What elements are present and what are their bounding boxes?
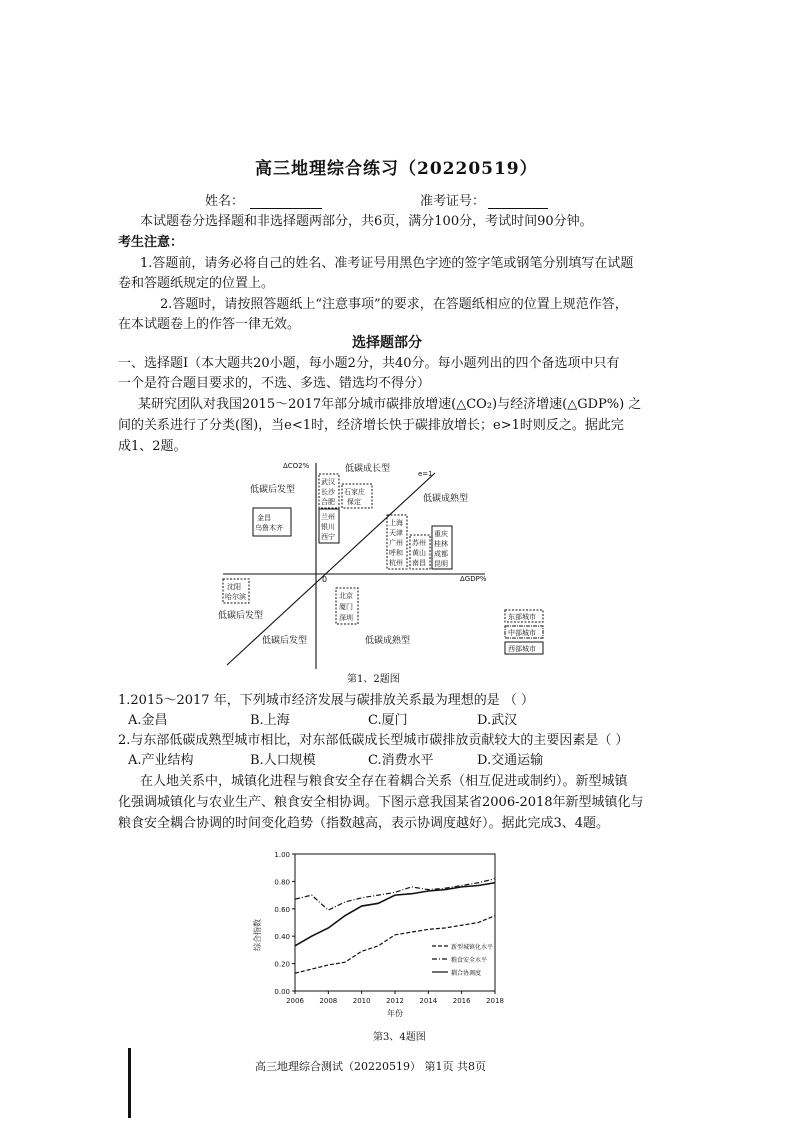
section-head-b: 一个是符合题目要求的，不选、多选、错选均不得分） [118,376,431,391]
city-label: 金昌 [257,514,271,522]
city-label: 上海 [389,519,403,527]
city-box-jinchang [253,508,291,536]
y-tick-label: 0.20 [274,960,290,969]
x-tick-label: 2016 [452,997,471,1005]
x-axis-label: ΔGDP% [460,575,487,583]
figure1-legend [505,610,543,654]
name-blank[interactable] [250,208,322,209]
city-label: 石家庄 [344,488,365,496]
legend-west: 西部城市 [508,645,536,653]
legend-east: 东部城市 [508,613,536,621]
city-label: 厦门 [339,603,353,611]
city-label: 哈尔滨 [225,593,246,601]
legend-central: 中部城市 [508,629,536,637]
x-tick-label: 2012 [386,997,404,1005]
city-label: 天津 [389,529,403,537]
city-label: 杭州 [389,559,403,567]
notice-title: 考生注意： [118,235,184,250]
q1-option-a[interactable]: A.金昌 [128,713,168,728]
city-label: 呼和 [389,549,403,557]
region-low-carbon-late-bottom: 低碳后发型 [262,636,308,646]
city-label: 南昌 [412,559,426,567]
city-box-beijing [336,588,358,624]
binding-line [128,1048,131,1118]
city-box-wuhan [319,474,339,508]
city-label: 北京 [339,592,353,600]
y-tick-label: 1.00 [274,851,290,859]
city-label: 广州 [389,539,403,547]
exam-id-blank[interactable] [488,208,548,209]
legend-label: 耦合协调度 [451,970,482,977]
y-tick-label: 0.40 [274,933,290,942]
q2-option-a[interactable]: A.产业结构 [128,753,194,768]
x-tick-label: 2018 [486,997,504,1005]
city-label: 银川 [321,523,335,531]
region-low-carbon-mature-upper: 低碳成熟型 [423,494,469,504]
region-low-carbon-growth: 低碳成长型 [345,464,391,474]
city-box-shenyang [223,579,249,603]
e-line-label: e=1 [418,470,433,478]
city-label: 苏州 [412,539,426,547]
region-low-carbon-late-upper: 低碳后发型 [250,485,296,495]
page-footer: 高三地理综合测试（20220519） 第1页 共8页 [255,1060,486,1073]
q2-stem: 2.与东部低碳成熟型城市相比，对东部低碳成长型城市碳排放贡献较大的主要因素是（ ） [118,733,629,748]
passage1-c: 成1、2题。 [118,439,187,454]
city-label: 乌鲁木齐 [255,524,283,532]
city-label: 兰州 [321,513,335,521]
section-title: 选择题部分 [352,335,422,351]
q2-option-d[interactable]: D.交通运输 [477,753,544,768]
page-title: 高三地理综合练习（20220519） [255,159,538,179]
y-axis-label: ΔCO2% [283,462,310,470]
exam-id-label: 准考证号： [420,194,486,209]
x-axis-title: 年份 [387,1009,403,1018]
legend-label: 新型城镇化水平 [451,944,494,951]
city-label: 长沙 [321,488,335,496]
x-tick-label: 2006 [286,997,304,1005]
city-label: 武汉 [321,478,335,486]
notice-2a: 2.答题时，请按照答题纸上“注意事项”的要求，在答题纸相应的位置上规范作答， [160,297,628,312]
origin-label: 0 [322,575,328,584]
notice-1a: 1.答题前，请务必将自己的姓名、准考证号用黑色字迹的签字笔或钢笔分别填写在试题 [140,256,634,271]
q1-option-b[interactable]: B.上海 [250,713,290,728]
region-low-carbon-late-left: 低碳后发型 [218,611,264,621]
city-box-chongqing [432,526,452,569]
city-label: 黄山 [412,549,426,557]
x-tick-label: 2010 [352,997,371,1005]
city-label: 保定 [347,498,361,506]
figure2-caption: 第3、4题图 [373,1032,426,1043]
city-label: 西宁 [321,533,335,541]
figure1-diagram [205,455,565,687]
city-box-suzhou [410,535,430,569]
notice-2b: 在本试题卷上的作答一律无效。 [118,317,301,332]
passage1-a: 某研究团队对我国2015～2017年部分城市碳排放增速(△CO₂)与经济增速(△GDP%) 之 [138,397,642,412]
city-label: 昆明 [434,560,448,568]
city-label: 沈阳 [227,583,241,591]
city-box-shanghai [387,515,407,569]
city-label: 合肥 [321,498,335,506]
y-tick-label: 0.60 [274,905,290,914]
figure1-caption: 第1、2题图 [347,674,400,685]
q1-stem: 1.2015～2017 年，下列城市经济发展与碳排放关系最为理想的是 （ ） [118,693,534,708]
q2-option-b[interactable]: B.人口规模 [250,753,316,768]
x-tick-label: 2008 [319,997,338,1005]
y-tick-label: 0.80 [274,878,290,887]
region-low-carbon-mature-bottom: 低碳成熟型 [365,636,411,646]
q1-option-c[interactable]: C.厦门 [368,713,408,728]
city-label: 重庆 [434,530,448,538]
notice-1b: 卷和答题纸规定的位置上。 [118,276,275,291]
city-label: 深圳 [339,614,353,622]
legend-label: 粮食安全水平 [451,957,488,964]
city-box-shijiazhuang [342,484,372,508]
intro-text: 本试题卷分选择题和非选择题两部分，共6页，满分100分，考试时间90分钟。 [140,214,593,229]
passage1-b: 间的关系进行了分类(图)，当e<1时，经济增长快于碳排放增长；e>1时则反之。据此完 [118,418,624,433]
name-label: 姓名： [205,194,245,209]
section-head-a: 一、选择题Ⅰ（本大题共20小题，每小题2分，共40分。每小题列出的四个备选项中只有 [118,356,620,371]
y-axis-title: 综合指数 [253,919,262,951]
passage2-a: 在人地关系中，城镇化进程与粮食安全存在着耦合关系（相互促进或制约）。新型城镇 [140,774,628,789]
x-tick-label: 2014 [419,997,438,1005]
passage2-c: 粮食安全耦合协调的时间变化趋势（指数越高，表示协调度越好）。据此完成3、4题。 [118,816,610,831]
city-label: 成都 [434,550,448,558]
q2-option-c[interactable]: C.消费水平 [368,753,434,768]
figure2-line-chart [250,840,530,1025]
passage2-b: 化强调城镇化与农业生产、粮食安全相协调。下图示意我国某省2006-2018年新型城镇化与 [118,795,644,810]
y-tick-label: 0.00 [274,988,290,996]
city-label: 桂林 [434,540,448,548]
city-box-lanzhou [319,509,339,543]
q1-option-d[interactable]: D.武汉 [477,713,518,728]
series-line-3 [295,883,495,946]
